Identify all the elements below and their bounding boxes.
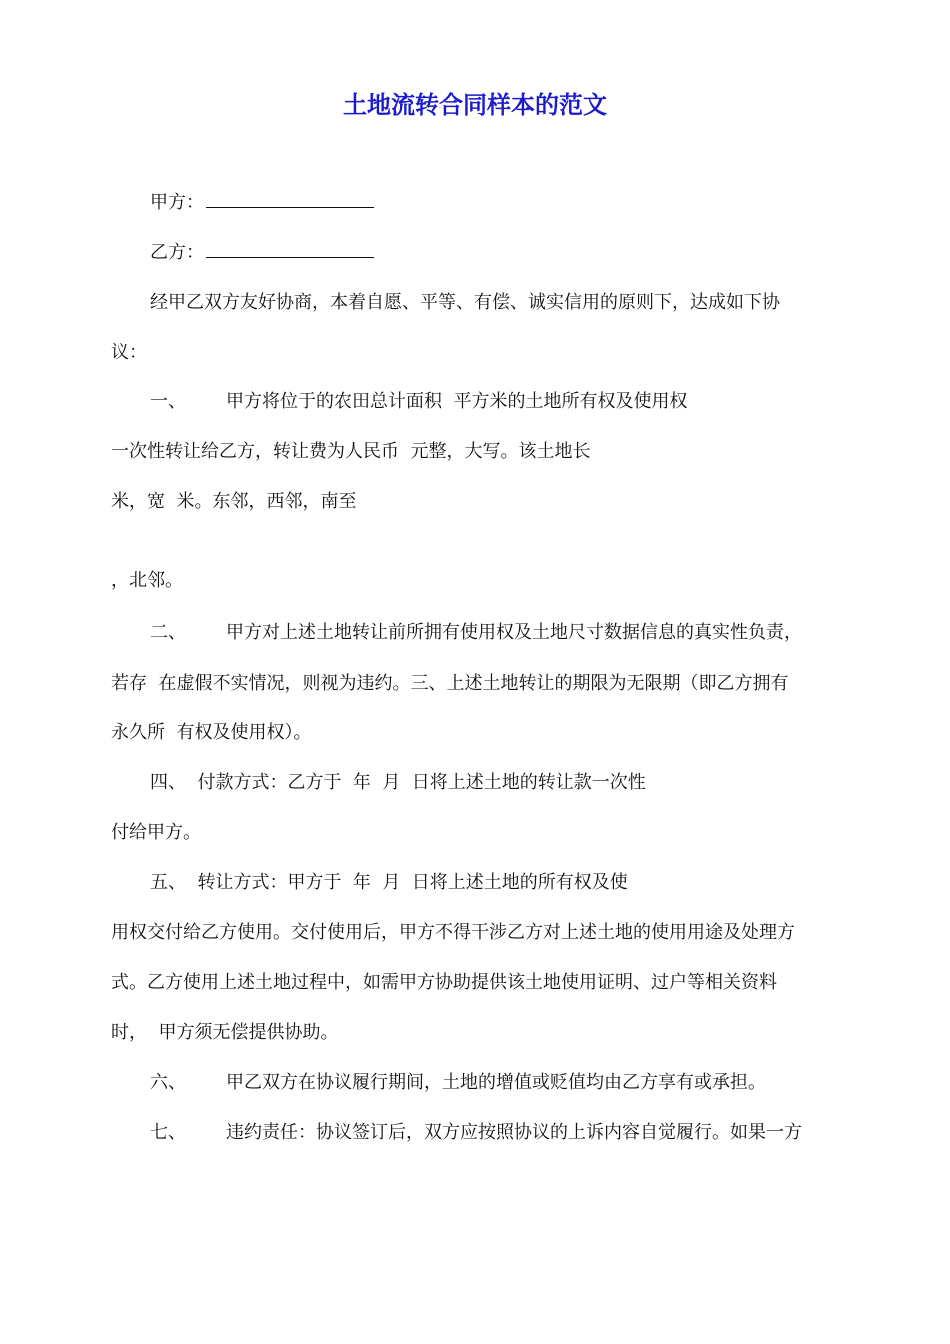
clause-1-line: 一、 甲方将位于的农田总计面积 平方米的土地所有权及使用权 — [150, 391, 688, 412]
clause-7-line: 七、 违约责任：协议签订后，双方应按照协议的上诉内容自觉履行。如果一方 — [150, 1122, 803, 1143]
clause-6-line: 六、 甲乙双方在协议履行期间，土地的增值或贬值均由乙方享有或承担。 — [150, 1072, 767, 1093]
document-title: 土地流转合同样本的范文 — [343, 90, 607, 119]
party-b-line — [150, 240, 374, 266]
body-line: 时， 甲方须无偿提供协助。 — [111, 1022, 339, 1043]
body-line: 议： — [111, 342, 147, 363]
party-a-line — [150, 190, 374, 216]
clause-4-line: 四、 付款方式：乙方于 年 月 日将上述土地的转让款一次性 — [150, 772, 646, 793]
body-line: 用权交付给乙方使用。交付使用后，甲方不得干涉乙方对上述土地的使用用途及处理方 — [111, 922, 795, 943]
body-line: 米，宽 米。东邻，西邻，南至 — [111, 491, 357, 512]
clause-5-line: 五、 转让方式：甲方于 年 月 日将上述土地的所有权及使 — [150, 872, 628, 893]
clause-2-line: 二、 甲方对上述土地转让前所拥有使用权及土地尺寸数据信息的真实性负责， — [150, 622, 803, 643]
body-line: 付给甲方。 — [111, 822, 201, 843]
body-line: 若存 在虚假不实情况，则视为违约。三、上述土地转让的期限为无限期（即乙方拥有 — [111, 673, 789, 694]
body-line: 一次性转让给乙方，转让费为人民币 元整，大写。该土地长 — [111, 441, 591, 462]
body-line: 永久所 有权及使用权）。 — [111, 722, 312, 743]
body-line: 式。乙方使用上述土地过程中，如需甲方协助提供该土地使用证明、过户等相关资料 — [111, 972, 777, 993]
body-line: 经甲乙双方友好协商，本着自愿、平等、有偿、诚实信用的原则下，达成如下协 — [150, 292, 780, 313]
party-a-label: 甲方： — [150, 192, 204, 213]
party-b-label: 乙方： — [150, 242, 204, 263]
party-b-blank — [206, 243, 374, 258]
body-line: ，北邻。 — [111, 570, 183, 591]
party-a-blank — [206, 193, 374, 208]
